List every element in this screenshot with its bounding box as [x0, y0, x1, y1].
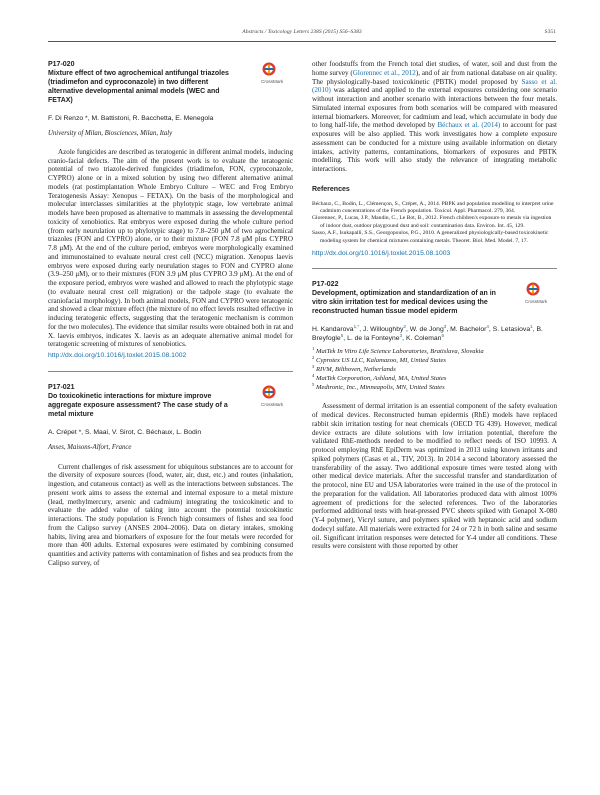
body-paragraph-continued: other foodstuffs from the French total diet studies, of water, soil and dust from the home survey (Glorennec et al., 2012), and of air from national database on air quality. The physiologically-based toxicokinetic (PBTK) model proposed by Sasso et al. (2010) was adapted and applied to the external exposures considering one scenario without interaction and another scenario with interactions between the four metals. Simulated internal exposures from both scenarios will be compared with measured internal biomarkers. Moreover, for cadmium and lead, which accumulate in body due to long half-life, the method developed by Béchaux et al. (2014) to account for past exposures will be also applied. This work investigates how a complete exposure assessment can be conducted for a mixture using available information on dietary intakes, activity patterns, contaminations, biomarkers of exposures and PBTK modelling. This work will also study the relevance of integrating metabolic interactions. [312, 60, 557, 173]
reference-list [312, 201, 557, 245]
affiliation-item: $^5$ Medtronic, Inc., Minneapolis, MN, United States [312, 382, 445, 392]
doi-link[interactable]: http://dx.doi.org/10.1016/j.toxlet.2015.08.1002 [48, 352, 187, 360]
right-column [312, 60, 557, 551]
affiliation-item: $^2$ Cyprotex US LLC, Kalamazoo, MI, United States [312, 355, 446, 365]
crossmark-label: CrossMark [525, 299, 548, 305]
crossmark-icon[interactable] [261, 383, 293, 411]
body-paragraph: Azole fungicides are described as teratogenic in different animal models, inducing cranio-facial defects. The aim of the present work is to evaluate the teratogenic potential of two triazole-derived fungicides (triadimefon, FON, cyproconazole, CYPRO) alone or in a mixed solution by using two different alternative animal models (rat postimplantation Whole Embryo Culture – WEC and Frog Embryo Teratogenesis Assay: Xenopus – FETAX). On the basis of the morphological and molecular interclasses similarities at the phylotypic stage, low vertebrate animal models have been proposed as alternative to mammals in assessing the developmental toxicity of xenobiotics. Rat embryos were exposed during the whole culture period (from early neurulation up to phylotypic stage) to 7.8–250 μM of two agrochemical triazoles (FON and CYPRO) alone, or to their mixture (FON 7.8 μM plus CYPRO 7.8 μM). At the end of the culture period, embryos were morphologically examined and immunostained to evaluate neural crest cell (NCC) migration. Xenopus laevis embryos were exposed during early neurulation stages to FON and CYPRO alone (3.9–250 μM), or to their mixtures (FON 3.9 μM plus CYPRO 3.9 μM). At the end of the exposure period, embryos were washed and allowed to reach the phylotypic stage (to evaluate neural crest cell migration) or the tadpole stage (to evaluate the craniofacial morphology). In both animal models, FON and CYPRO were teratogenic and showed a clear mixture effect (the mixture of no effect levels resulted effective in inducing teratogenic effects, suggesting that the teratogenic mechanism is common for the two molecules). The evidence that similar results were obtained both in rat and X. laevis embryos, indicates X. laevis as an adequate alternative animal model for teratogenic screening of mixtures of xenobiotics. [48, 147, 293, 349]
abstract-body [48, 148, 293, 349]
body-paragraph: Current challenges of risk assessment for ubiquitous substances are to account for the diversity of exposure sources (food, water, air, dust, etc.) and routes (inhalation, ingestion, and cutaneous contact) as well as the interactions between substances. The present work aims to assess the external and internal exposure to a metal mixture (lead, methylmercury, arsenic and cadmium) integrating the toxicokinetic and to evaluate the added value of taking into account the potential toxicokinetic interactions. The study population is French high consumers of fishes and sea food from the Calipso survey (ANSES 2004–2006). Data on dietary intakes, smoking habits, living area and biomarkers of exposure for the four metals were recorded for more than 400 adults. External exposures were estimated by combining consumed quantities and activity patterns with contamination of fishes and sea products from the Calipso survey, of [48, 462, 293, 567]
citation-link[interactable]: Glorennec et al., 2012 [352, 68, 416, 77]
doi-link[interactable]: http://dx.doi.org/10.1016/j.toxlet.2015.08.1003 [312, 249, 451, 257]
affiliation-item: $^1$ MatTek In Vitro Life Science Laboratories, Bratislava, Slovakia [312, 346, 484, 356]
abstract-body [48, 463, 293, 568]
affiliation-item: $^3$ RIVM, Bilthoven, Netherlands [312, 364, 396, 374]
section-divider [312, 268, 557, 269]
affiliation: Anses, Maisons-Alfort, France [48, 443, 132, 451]
section-divider [48, 371, 293, 372]
journal-title: Abstracts / Toxicology Letters 238S (2015) S56–S383 [242, 29, 362, 35]
author-list: H. Kandarova$^{1,*}$, J. Willoughby$^2$, W. de Jong$^3$, M. Bachelor$^4$, S. Letasiova$^1$, B. Breyfogle$^5$, L. de la Fonteyne$^3$, K. Coleman$^5$ [312, 324, 543, 343]
left-column [48, 60, 293, 568]
citation-link[interactable]: Sasso et al. (2010) [312, 77, 557, 95]
citation-link[interactable]: Béchaux et al. (2014) [437, 121, 501, 130]
reference-item: Glorennec, P., Lucas, J.P., Mandin, C., Le Bot, B., 2012. French children's exposure to metals via ingestion of indoor dust, outdoor playground dust and soil: contamination data. Environ. Int. 45, 129. [312, 215, 552, 229]
abstract-id: P17-020 [48, 61, 75, 68]
author-list: A. Crépet *, S. Maai, V. Sirot, C. Béchaux, L. Bodin [48, 428, 202, 436]
crossmark-icon[interactable] [525, 280, 557, 308]
crossmark-label: CrossMark [261, 401, 284, 407]
abstract-p17-020 [48, 60, 293, 361]
body-paragraph: Assessment of dermal irritation is an essential component of the safety evaluation of medical devices. Reconstructed human epidermis (RhE) models have replaced rabbit skin irritation testing for neat chemicals (OECD TG 439). However, medical device extracts are dilute solutions with low irritation potential, therefore the validated RhE-methods needed to be modified to reflect needs of ISO 10993. A protocol employing RhE EpiDerm was optimized in 2013 using known irritants and spiked polymers (Casas et al., TIV, 2013). In 2014 a second laboratory assessed the transferability of the assay. Two additional exposure times were tested along with other medical device materials. After the successful transfer and standardization of the protocol, nine EU and USA laboratories were trained in the use of the protocol in the preparation for the validation. All laboratories produced data with almost 100% agreement of predictions for the selected references. Two of the laboratories performed additional tests with heat-pressed PVC sheets spiked with Genapol X-080 (Y-4 polymer), Vicryl suture, and polymers spiked with heptanoic acid and sodium dodecyl sulfate. All materials were extracted for 24 or 72 h in both saline and sesame oil. Significant irritation responses were detected for Y-4 under all conditions. These results were consistent with those reported by other [312, 402, 557, 551]
header-rule [48, 41, 556, 42]
references-heading: References [312, 185, 350, 193]
affiliation-list [312, 347, 557, 392]
affiliation-item: $^4$ MatTek Corporation, Ashland, MA, United States [312, 373, 447, 383]
abstract-body [312, 402, 557, 551]
affiliation: University of Milan, Biosciences, Milan, Italy [48, 130, 173, 137]
page-number: S351 [544, 29, 556, 35]
abstract-p17-021 [48, 383, 293, 568]
abstract-body-continued [312, 60, 557, 174]
crossmark-label: CrossMark [261, 79, 284, 84]
abstract-title: Mixture effect of two agrochemical antifungal triazoles (triadimefon and cyproconazole) in two different alternative developmental animal models (WEC and FETAX) [48, 70, 229, 104]
abstract-id: P17-021 [48, 383, 75, 391]
abstract-title: Do toxicokinetic interactions for mixture improve aggregate exposure assessment? The case study of a metal mixture [48, 392, 228, 418]
author-list: F. Di Renzo *, M. Battistoni, R. Bacchetta, E. Menegola [48, 115, 214, 122]
abstract-p17-022 [312, 280, 557, 551]
crossmark-icon[interactable] [261, 60, 293, 88]
abstract-title: Development, optimization and standardization of an in vitro skin irritation test for medical devices using the reconstructed human tissue model epiderm [312, 290, 496, 316]
abstract-id: P17-022 [312, 281, 339, 289]
reference-item: Béchaux, C., Bodin, L., Clémençon, S., Crépet, A., 2014. PBPK and population modelling to interpret urine cadmium concentrations of the French population. Toxicol. Appl. Pharmacol. 279, 364. [312, 200, 554, 214]
reference-item: Sasso, A.F., Isukapalli, S.S., Georgopoulos, P.G., 2010. A generalized physiologically-based toxicokinetic modeling system for chemical mixtures containing metals. Theoret. Biol. Med. Model. 7, 17. [312, 230, 549, 244]
